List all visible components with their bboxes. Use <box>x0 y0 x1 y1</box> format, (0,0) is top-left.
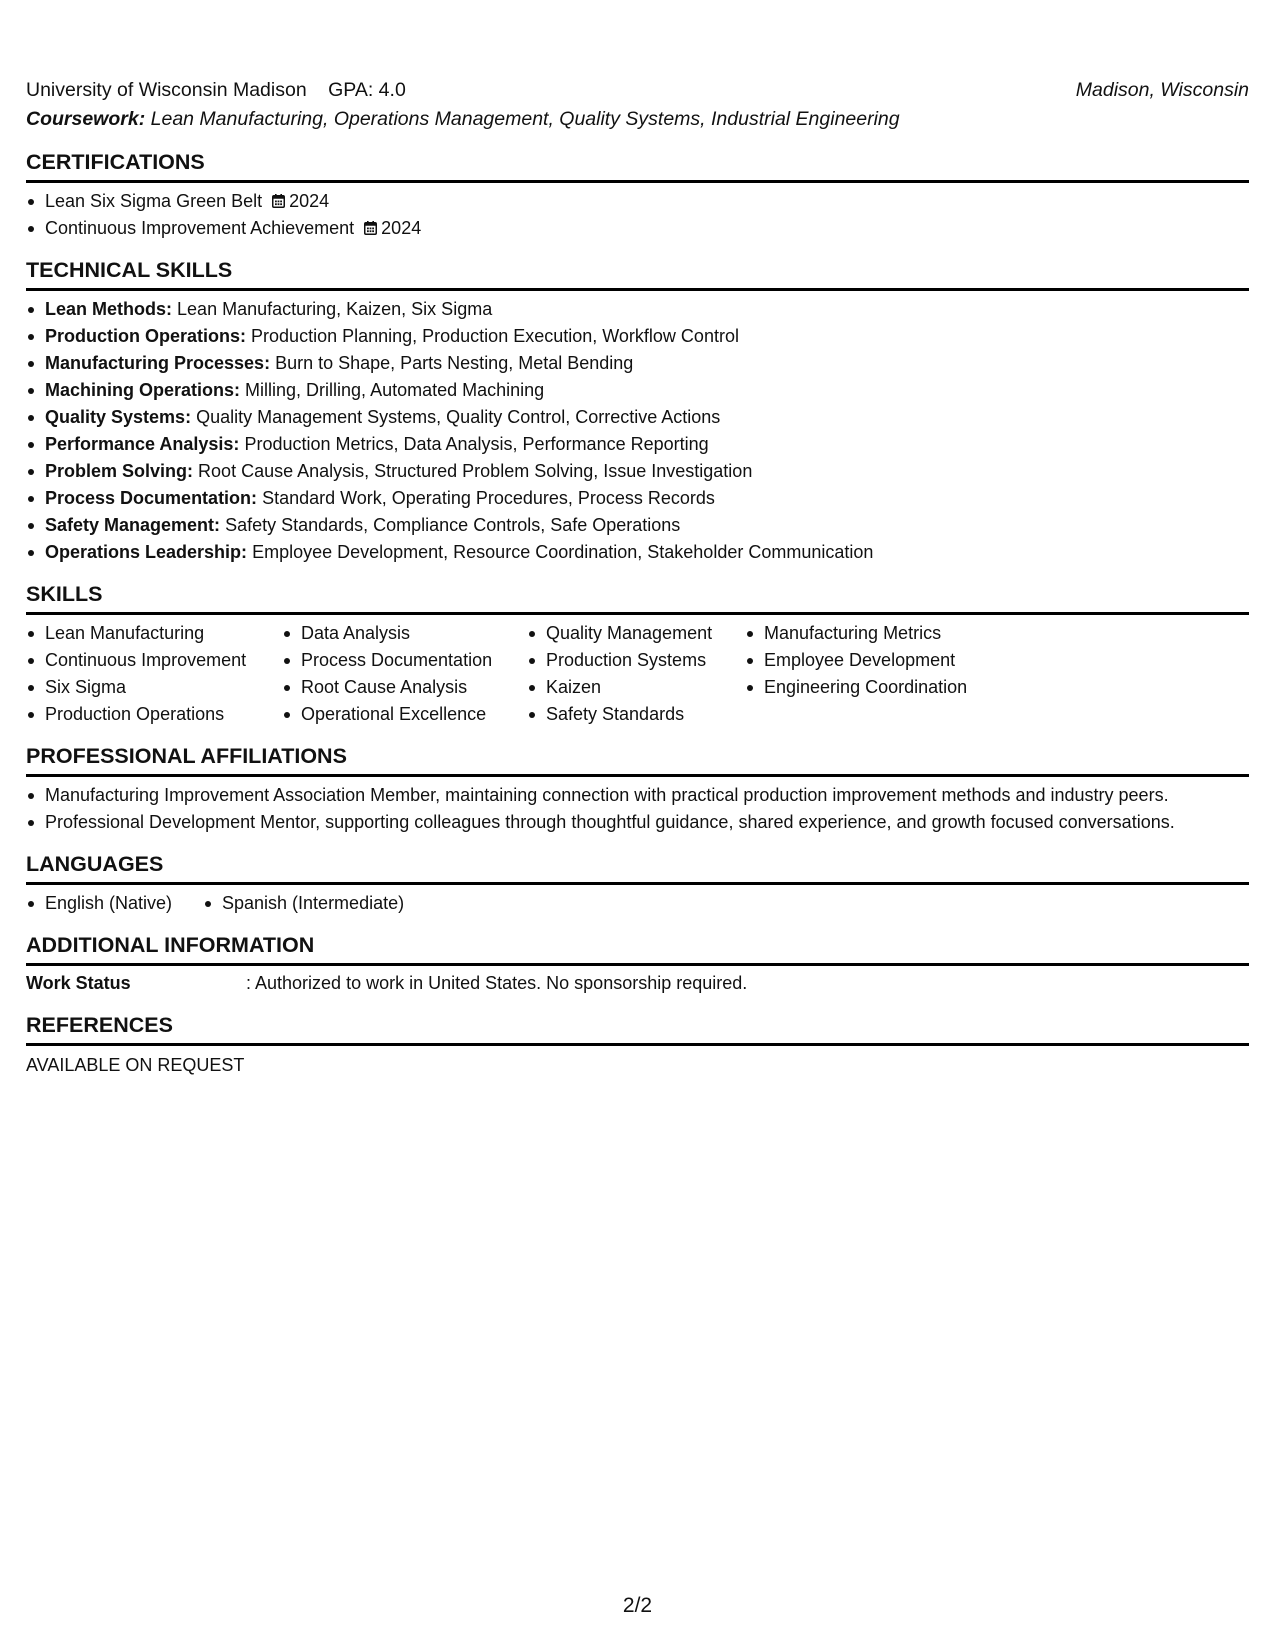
skills-column <box>745 620 1005 728</box>
technical-skill-item <box>26 296 1249 323</box>
technical-skills-heading: TECHNICAL SKILLS <box>26 256 1249 291</box>
certification-year: 2024 <box>289 191 330 211</box>
skills-column <box>527 620 745 728</box>
technical-skill-item <box>26 431 1249 458</box>
education-line <box>26 76 1249 104</box>
additional-info-heading: ADDITIONAL INFORMATION <box>26 931 1249 966</box>
skill-category: Safety Management: <box>45 515 221 535</box>
skill-item: Continuous Improvement <box>26 647 282 674</box>
skill-item: Kaizen <box>527 674 745 701</box>
languages-heading: LANGUAGES <box>26 850 1249 885</box>
skill-item: Lean Manufacturing <box>26 620 282 647</box>
skill-detail: Burn to Shape, Parts Nesting, Metal Bending <box>275 353 634 373</box>
skills-grid <box>26 620 1249 728</box>
skill-detail: Lean Manufacturing, Kaizen, Six Sigma <box>177 299 493 319</box>
school-name: University of Wisconsin Madison <box>26 79 307 101</box>
certification-name: Continuous Improvement Achievement <box>45 218 355 238</box>
affiliations-heading: PROFESSIONAL AFFILIATIONS <box>26 742 1249 777</box>
gpa: GPA: 4.0 <box>328 79 406 101</box>
certification-item <box>26 215 1249 242</box>
skill-detail: Quality Management Systems, Quality Control, Corrective Actions <box>196 407 721 427</box>
skill-item: Safety Standards <box>527 701 745 728</box>
references-text: AVAILABLE ON REQUEST <box>26 1055 245 1075</box>
affiliation-item: Professional Development Mentor, supporting colleagues through thoughtful guidance, shared experience, and growth focused conversations. <box>26 809 1249 836</box>
certification-item <box>26 188 1249 215</box>
technical-skill-item <box>26 377 1249 404</box>
page-number: 2/2 <box>622 1594 653 1617</box>
resume-page <box>26 76 1249 1079</box>
affiliations-list <box>26 782 1249 836</box>
skill-item: Manufacturing Metrics <box>745 620 1005 647</box>
technical-skill-item <box>26 512 1249 539</box>
certification-name: Lean Six Sigma Green Belt <box>45 191 263 211</box>
technical-skill-item <box>26 539 1249 566</box>
technical-skill-item <box>26 485 1249 512</box>
school-location: Madison, Wisconsin <box>1075 79 1249 101</box>
skill-detail: Production Planning, Production Execution, Workflow Control <box>251 326 739 346</box>
skill-category: Machining Operations: <box>45 380 241 400</box>
technical-skill-item <box>26 350 1249 377</box>
skill-category: Quality Systems: <box>45 407 192 427</box>
language-item: Spanish (Intermediate) <box>203 890 404 917</box>
skill-detail: Standard Work, Operating Procedures, Process Records <box>262 488 715 508</box>
languages-row <box>26 890 1249 917</box>
skill-detail: Production Metrics, Data Analysis, Performance Reporting <box>244 434 709 454</box>
skill-item: Operational Excellence <box>282 701 527 728</box>
skill-item: Data Analysis <box>282 620 527 647</box>
skill-detail: Root Cause Analysis, Structured Problem Solving, Issue Investigation <box>198 461 753 481</box>
references-heading: REFERENCES <box>26 1011 1249 1046</box>
skill-item: Employee Development <box>745 647 1005 674</box>
skill-detail: Safety Standards, Compliance Controls, Safe Operations <box>225 515 681 535</box>
skills-heading: SKILLS <box>26 580 1249 615</box>
skill-category: Lean Methods: <box>45 299 173 319</box>
skill-category: Problem Solving: <box>45 461 194 481</box>
skill-category: Performance Analysis: <box>45 434 240 454</box>
skill-item: Six Sigma <box>26 674 282 701</box>
certifications-list <box>26 188 1249 242</box>
technical-skill-item <box>26 323 1249 350</box>
skill-detail: Employee Development, Resource Coordination, Stakeholder Communication <box>252 542 874 562</box>
technical-skills-list <box>26 296 1249 566</box>
skill-detail: Milling, Drilling, Automated Machining <box>245 380 545 400</box>
skill-category: Operations Leadership: <box>45 542 248 562</box>
skill-item: Production Systems <box>527 647 745 674</box>
calendar-icon <box>364 221 377 235</box>
work-status-value: : Authorized to work in United States. No sponsorship required. <box>246 973 748 993</box>
skill-item: Process Documentation <box>282 647 527 674</box>
skill-item: Root Cause Analysis <box>282 674 527 701</box>
skill-category: Process Documentation: <box>45 488 258 508</box>
skill-item: Engineering Coordination <box>745 674 1005 701</box>
coursework-line <box>26 104 1249 134</box>
work-status-row <box>26 970 1249 997</box>
language-item: English (Native) <box>26 890 203 917</box>
certification-year: 2024 <box>381 218 422 238</box>
skill-category: Production Operations: <box>45 326 247 346</box>
skill-item: Quality Management <box>527 620 745 647</box>
work-status-label: Work Status <box>26 973 131 993</box>
skills-column <box>282 620 527 728</box>
certifications-heading: CERTIFICATIONS <box>26 148 1249 183</box>
coursework-label: Coursework: <box>26 108 146 130</box>
calendar-icon <box>272 194 285 208</box>
skills-column <box>26 620 282 728</box>
technical-skill-item <box>26 458 1249 485</box>
skill-item: Production Operations <box>26 701 282 728</box>
coursework-text: Lean Manufacturing, Operations Management, Quality Systems, Industrial Engineering <box>150 108 900 130</box>
skill-category: Manufacturing Processes: <box>45 353 271 373</box>
affiliation-item: Manufacturing Improvement Association Member, maintaining connection with practical production improvement methods and industry peers. <box>26 782 1249 809</box>
technical-skill-item <box>26 404 1249 431</box>
